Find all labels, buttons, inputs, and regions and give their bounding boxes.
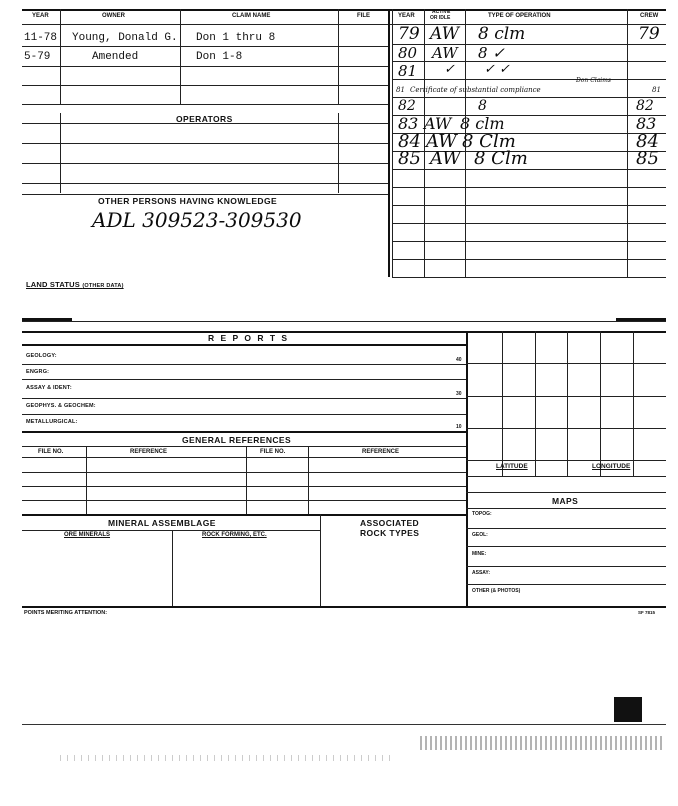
op-year: 83 <box>398 114 419 133</box>
rock-types-label: ROCK TYPES <box>360 528 420 538</box>
op-type: 8 clm <box>460 114 505 133</box>
scan-rule <box>22 724 666 725</box>
hline <box>392 241 666 242</box>
land-status-sub: (OTHER DATA) <box>82 283 124 289</box>
vline <box>180 9 181 104</box>
reports-title: R E P O R T S <box>208 333 290 343</box>
vline <box>392 9 393 277</box>
mineral-assemblage-title: MINERAL ASSEMBLAGE <box>108 518 216 528</box>
reports-frame-top <box>22 331 666 333</box>
op-year: 85 <box>398 148 421 169</box>
op-type: 8 <box>478 98 487 114</box>
header-rule <box>22 24 666 25</box>
op-crew: 85 <box>636 148 659 169</box>
hline <box>392 187 666 188</box>
hline <box>22 457 466 458</box>
scan-smudge <box>420 736 662 750</box>
op-year: 82 <box>398 98 416 114</box>
hline <box>466 546 666 547</box>
report-num: 30 <box>456 391 462 397</box>
hline <box>22 66 388 67</box>
longitude-label: LONGITUDE <box>592 463 631 470</box>
op-type: 8 ✓ <box>478 44 505 62</box>
others-label: OTHER PERSONS HAVING KNOWLEDGE <box>98 196 278 206</box>
hline <box>22 143 388 144</box>
op-status: AW <box>430 24 460 44</box>
op-year: 84 <box>398 131 421 152</box>
gr-col-reference: REFERENCE <box>130 449 168 455</box>
others-value: ADL 309523-309530 <box>92 208 302 232</box>
hline <box>22 398 466 399</box>
hline <box>392 169 666 170</box>
ore-minerals-label: ORE MINERALS <box>64 532 111 538</box>
hline <box>466 460 666 461</box>
op-type: 8 Clm <box>462 131 516 152</box>
maps-topog: TOPOG: <box>472 511 492 517</box>
report-label: METALLURGICAL: <box>26 419 78 425</box>
header-year: YEAR <box>32 13 49 19</box>
hline <box>466 396 666 397</box>
land-status-text: LAND STATUS <box>26 280 81 289</box>
hline <box>392 259 666 260</box>
maps-title: MAPS <box>552 496 579 506</box>
hline <box>466 476 666 477</box>
rock-forming-label: ROCK FORMING, ETC. <box>202 532 267 538</box>
header-claim-name: CLAIM NAME <box>232 13 271 19</box>
hline <box>466 508 666 509</box>
latitude-label: LATITUDE <box>496 463 528 470</box>
scan-block <box>614 697 642 722</box>
vline <box>338 9 339 104</box>
hline <box>22 486 466 487</box>
hline <box>22 183 388 184</box>
op-crew: 84 <box>636 131 659 152</box>
gr-col-file-no-2: FILE NO. <box>260 449 286 455</box>
hline <box>22 104 388 105</box>
vline <box>308 446 309 514</box>
hline <box>466 428 666 429</box>
hline <box>22 85 388 86</box>
vline <box>86 446 87 514</box>
hline <box>22 431 466 433</box>
op-status: AW <box>426 131 457 152</box>
op-year: 81 <box>396 86 405 94</box>
report-num: 10 <box>456 424 462 430</box>
vline <box>600 331 601 476</box>
hline <box>392 223 666 224</box>
hline <box>466 528 666 529</box>
hline <box>22 163 388 164</box>
hline <box>22 514 466 516</box>
hline <box>392 79 666 80</box>
vline <box>320 514 321 607</box>
hline <box>22 379 466 380</box>
op-crew: 79 <box>638 24 660 44</box>
op-type: Certificate of substantial compliance <box>410 86 541 94</box>
claim-name: Don 1 thru 8 <box>196 32 276 44</box>
hline <box>22 364 466 365</box>
op-crew: 83 <box>636 114 657 133</box>
vline <box>388 9 390 277</box>
maps-geol: GEOL: <box>472 532 488 538</box>
vline <box>627 9 628 277</box>
vline <box>502 331 503 476</box>
maps-mine: MINE: <box>472 551 487 557</box>
op-crew: 81 <box>652 86 661 94</box>
op-crew: 82 <box>636 98 654 114</box>
maps-assay: ASSAY: <box>472 570 491 576</box>
vline <box>246 446 247 514</box>
vline <box>535 331 536 476</box>
gr-col-file-no: FILE NO. <box>38 449 64 455</box>
vline <box>60 113 61 193</box>
section-rule <box>22 321 666 322</box>
hline <box>466 363 666 364</box>
hline <box>22 500 466 501</box>
op-type: 8 clm <box>478 24 526 44</box>
op-year: 81 <box>398 62 418 80</box>
hline <box>392 97 666 98</box>
claim-year: 11-78 <box>24 32 58 44</box>
report-label: ASSAY & IDENT: <box>26 385 72 391</box>
claim-year: 5-79 <box>24 51 51 63</box>
report-label: ENGRG: <box>26 369 50 375</box>
claim-owner: Amended <box>92 51 139 63</box>
vline <box>633 331 634 476</box>
hline <box>22 472 466 473</box>
op-status: ✓ <box>444 62 455 77</box>
bottom-rule <box>22 606 666 608</box>
hline <box>22 446 466 447</box>
hline <box>22 194 388 195</box>
header-crew: CREW <box>640 13 659 19</box>
op-status: AW <box>430 148 461 169</box>
claim-owner: Young, Donald G. <box>72 32 178 44</box>
header-type-of-operation: TYPE OF OPERATION <box>488 13 551 19</box>
general-references-title: GENERAL REFERENCES <box>182 435 292 445</box>
op-note: Don Claims <box>576 77 611 84</box>
report-label: GEOLOGY: <box>26 353 57 359</box>
report-num: 40 <box>456 357 462 363</box>
scan-dots <box>60 755 390 761</box>
form-code: SF 7815 <box>638 610 656 615</box>
top-border <box>22 9 666 11</box>
header-owner: OWNER <box>102 13 125 19</box>
header-or-idle: OR IDLE <box>430 15 451 21</box>
op-type: ✓ ✓ <box>484 62 510 77</box>
op-type: 8 Clm <box>474 148 528 169</box>
land-status-label <box>26 280 124 289</box>
hline <box>22 530 320 531</box>
vline <box>567 331 568 476</box>
claim-name: Don 1-8 <box>196 51 243 63</box>
gr-col-reference-2: REFERENCE <box>362 449 400 455</box>
op-year: 79 <box>398 24 420 44</box>
hline <box>466 566 666 567</box>
points-meriting-label: POINTS MERITING ATTENTION: <box>24 610 108 616</box>
vline <box>424 9 425 277</box>
hline <box>22 414 466 415</box>
report-label: GEOPHYS. & GEOCHEM: <box>26 403 96 409</box>
hline <box>466 584 666 585</box>
header-year-2: YEAR <box>398 13 415 19</box>
vline <box>338 113 339 193</box>
hline <box>392 205 666 206</box>
hline <box>22 46 388 47</box>
associated-label: ASSOCIATED <box>360 518 420 528</box>
hline <box>466 492 666 493</box>
header-active: ACTIVE <box>432 9 451 15</box>
header-file: FILE <box>357 13 370 19</box>
operators-label: OPERATORS <box>176 114 233 124</box>
op-year: 80 <box>398 44 418 62</box>
vline <box>60 9 61 104</box>
vline <box>172 530 173 607</box>
hline <box>392 277 666 278</box>
hline <box>22 344 466 346</box>
op-status: AW <box>424 114 452 133</box>
op-status: AW <box>432 44 458 62</box>
maps-other: OTHER (& PHOTOS) <box>472 588 521 594</box>
